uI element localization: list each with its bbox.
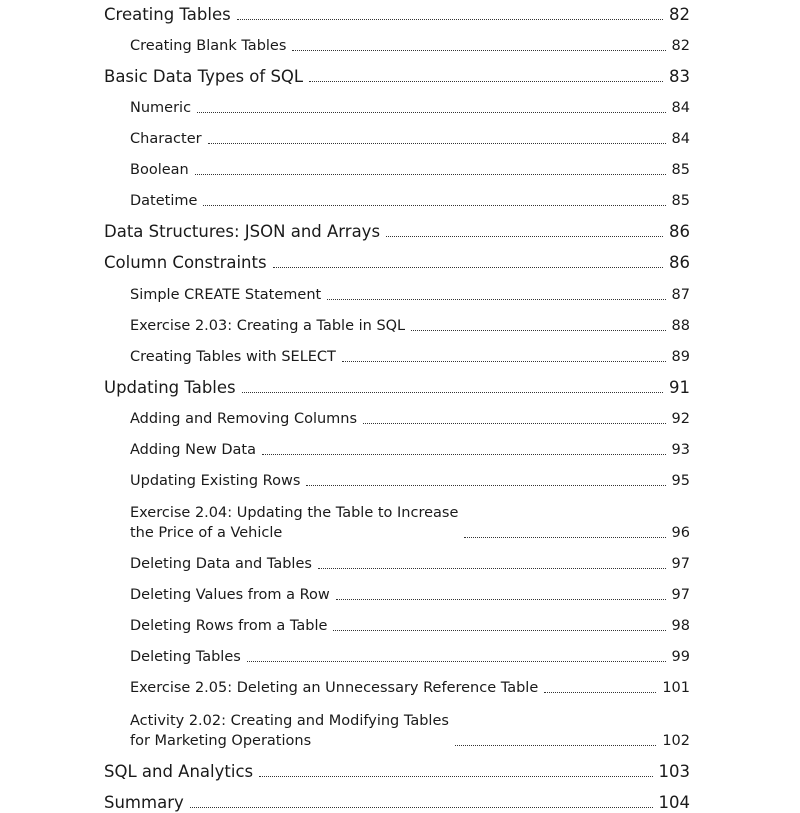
toc-entry-title-line: Exercise 2.04: Updating the Table to Increase xyxy=(130,505,459,521)
toc-section-entry[interactable] xyxy=(104,253,690,273)
toc-entry-title-line: Activity 2.02: Creating and Modifying Tables xyxy=(130,713,449,729)
toc-page-number: 84 xyxy=(671,100,690,116)
toc-subsection-entry[interactable] xyxy=(130,440,690,460)
toc-page-number: 101 xyxy=(662,680,690,696)
toc-entry-title-line: Deleting Rows from a Table xyxy=(130,618,328,634)
dot-leader xyxy=(190,807,653,808)
toc-page-number: 87 xyxy=(671,287,690,303)
dot-leader xyxy=(411,330,665,331)
toc-section-entry[interactable] xyxy=(104,793,690,813)
dot-leader xyxy=(306,485,665,486)
toc-section-entry[interactable] xyxy=(104,67,690,87)
toc-subsection-entry[interactable] xyxy=(130,503,690,543)
toc-subsection-entry[interactable] xyxy=(130,585,690,605)
toc-entry-title xyxy=(130,616,327,636)
toc-entry-title xyxy=(130,440,256,460)
toc-entry-title-line: SQL and Analytics xyxy=(104,762,254,781)
dot-leader xyxy=(208,143,666,144)
toc-subsection-entry[interactable] xyxy=(130,554,690,574)
toc-subsection-entry[interactable] xyxy=(130,160,690,180)
toc-page-number: 84 xyxy=(671,131,690,147)
toc-entry-title xyxy=(104,67,303,87)
toc-entry-title xyxy=(104,222,380,242)
toc-subsection-entry[interactable] xyxy=(130,711,690,751)
toc-entry-title-line: Numeric xyxy=(130,100,192,116)
toc-entry-title xyxy=(130,191,197,211)
toc-entry-title-line: Creating Tables xyxy=(104,5,231,24)
toc-page-number: 85 xyxy=(671,193,690,209)
toc-entry-title xyxy=(130,129,202,149)
toc-entry-title-line: Updating Existing Rows xyxy=(130,473,301,489)
toc-entry-title-line: Datetime xyxy=(130,193,198,209)
toc-section-entry[interactable] xyxy=(104,222,690,242)
toc-entry-title xyxy=(130,647,241,667)
toc-entry-title xyxy=(130,409,357,429)
toc-entry-title-line: Updating Tables xyxy=(104,378,236,397)
dot-leader xyxy=(386,236,663,237)
dot-leader xyxy=(336,599,666,600)
toc-entry-title xyxy=(130,711,449,751)
toc-page-number: 93 xyxy=(671,442,690,458)
toc-entry-title-line: Deleting Tables xyxy=(130,649,241,665)
toc-entry-title-line: Column Constraints xyxy=(104,253,267,272)
toc-page-number: 103 xyxy=(658,762,690,781)
toc-subsection-entry[interactable] xyxy=(130,647,690,667)
toc-entry-title xyxy=(104,253,267,273)
toc-subsection-entry[interactable] xyxy=(130,129,690,149)
toc-page-number: 95 xyxy=(671,473,690,489)
dot-leader xyxy=(455,745,656,746)
toc-entry-title xyxy=(130,98,191,118)
toc-entry-title-line: Deleting Data and Tables xyxy=(130,556,312,572)
toc-entry-title xyxy=(104,793,184,813)
toc-entry-title-line: Exercise 2.05: Deleting an Unnecessary Reference Table xyxy=(130,680,539,696)
toc-page-number: 85 xyxy=(671,162,690,178)
toc-subsection-entry[interactable] xyxy=(130,285,690,305)
toc-page-number: 88 xyxy=(671,318,690,334)
dot-leader xyxy=(363,423,666,424)
dot-leader xyxy=(318,568,666,569)
toc-page-number: 86 xyxy=(669,253,690,272)
dot-leader xyxy=(327,299,665,300)
toc-entry-title-line: Exercise 2.03: Creating a Table in SQL xyxy=(130,318,406,334)
toc-subsection-entry[interactable] xyxy=(130,409,690,429)
toc-page-number: 89 xyxy=(671,349,690,365)
dot-leader xyxy=(309,81,663,82)
toc-entry-title-line: Adding New Data xyxy=(130,442,256,458)
toc-entry-title-line: Boolean xyxy=(130,162,189,178)
toc-entry-title-line: Basic Data Types of SQL xyxy=(104,67,304,86)
toc-entry-title-line-2: the Price of a Vehicle xyxy=(130,525,283,541)
toc-entry-title-line-2: for Marketing Operations xyxy=(130,733,312,749)
dot-leader xyxy=(247,661,666,662)
toc-page-number: 102 xyxy=(662,733,690,749)
toc-page-number: 99 xyxy=(671,649,690,665)
toc-entry-title-line: Summary xyxy=(104,793,184,812)
dot-leader xyxy=(197,112,666,113)
toc-page-number: 86 xyxy=(669,222,690,241)
toc-page-number: 82 xyxy=(671,38,690,54)
toc-page-number: 98 xyxy=(671,618,690,634)
toc-page-number: 96 xyxy=(671,525,690,541)
dot-leader xyxy=(195,174,666,175)
toc-section-entry[interactable] xyxy=(104,762,690,782)
dot-leader xyxy=(464,537,665,538)
toc-page-number: 104 xyxy=(658,793,690,812)
toc-entry-title xyxy=(104,378,236,398)
toc-entry-title xyxy=(130,585,330,605)
toc-subsection-entry[interactable] xyxy=(130,36,690,56)
toc-entry-title-line: Creating Blank Tables xyxy=(130,38,287,54)
toc-entry-title xyxy=(130,347,336,367)
toc-entry-title xyxy=(130,316,405,336)
toc-entry-title xyxy=(104,5,231,25)
toc-entry-title-line: Deleting Values from a Row xyxy=(130,587,330,603)
toc-entry-title xyxy=(130,285,321,305)
toc-subsection-entry[interactable] xyxy=(130,471,690,491)
toc-entry-title xyxy=(130,36,286,56)
toc-subsection-entry[interactable] xyxy=(130,316,690,336)
dot-leader xyxy=(544,692,656,693)
dot-leader xyxy=(259,776,652,777)
toc-subsection-entry[interactable] xyxy=(130,191,690,211)
toc-page-number: 91 xyxy=(669,378,690,397)
toc-section-entry[interactable] xyxy=(104,378,690,398)
dot-leader xyxy=(333,630,665,631)
toc-entry-title-line: Creating Tables with SELECT xyxy=(130,349,336,365)
toc-page-number: 92 xyxy=(671,411,690,427)
toc-page-number: 97 xyxy=(671,587,690,603)
toc-entry-title xyxy=(130,554,312,574)
toc-subsection-entry[interactable] xyxy=(130,616,690,636)
toc-subsection-entry[interactable] xyxy=(130,347,690,367)
toc-section-entry[interactable] xyxy=(104,5,690,25)
dot-leader xyxy=(342,361,666,362)
dot-leader xyxy=(273,267,663,268)
toc-entry-title xyxy=(130,503,458,543)
toc-page-number: 82 xyxy=(669,5,690,24)
toc-subsection-entry[interactable] xyxy=(130,98,690,118)
toc-entry-title-line: Adding and Removing Columns xyxy=(130,411,358,427)
dot-leader xyxy=(292,50,665,51)
dot-leader xyxy=(262,454,666,455)
toc-subsection-entry[interactable] xyxy=(130,678,690,698)
dot-leader xyxy=(203,205,665,206)
toc-entry-title xyxy=(130,471,300,491)
dot-leader xyxy=(237,19,663,20)
toc-entry-title xyxy=(130,678,538,698)
toc-entry-title-line: Simple CREATE Statement xyxy=(130,287,322,303)
dot-leader xyxy=(242,392,663,393)
toc-entry-title-line: Data Structures: JSON and Arrays xyxy=(104,222,381,241)
toc-page-number: 83 xyxy=(669,67,690,86)
toc-entry-title xyxy=(104,762,253,782)
toc-entry-title-line: Character xyxy=(130,131,202,147)
toc-entry-title xyxy=(130,160,189,180)
toc-page-number: 97 xyxy=(671,556,690,572)
